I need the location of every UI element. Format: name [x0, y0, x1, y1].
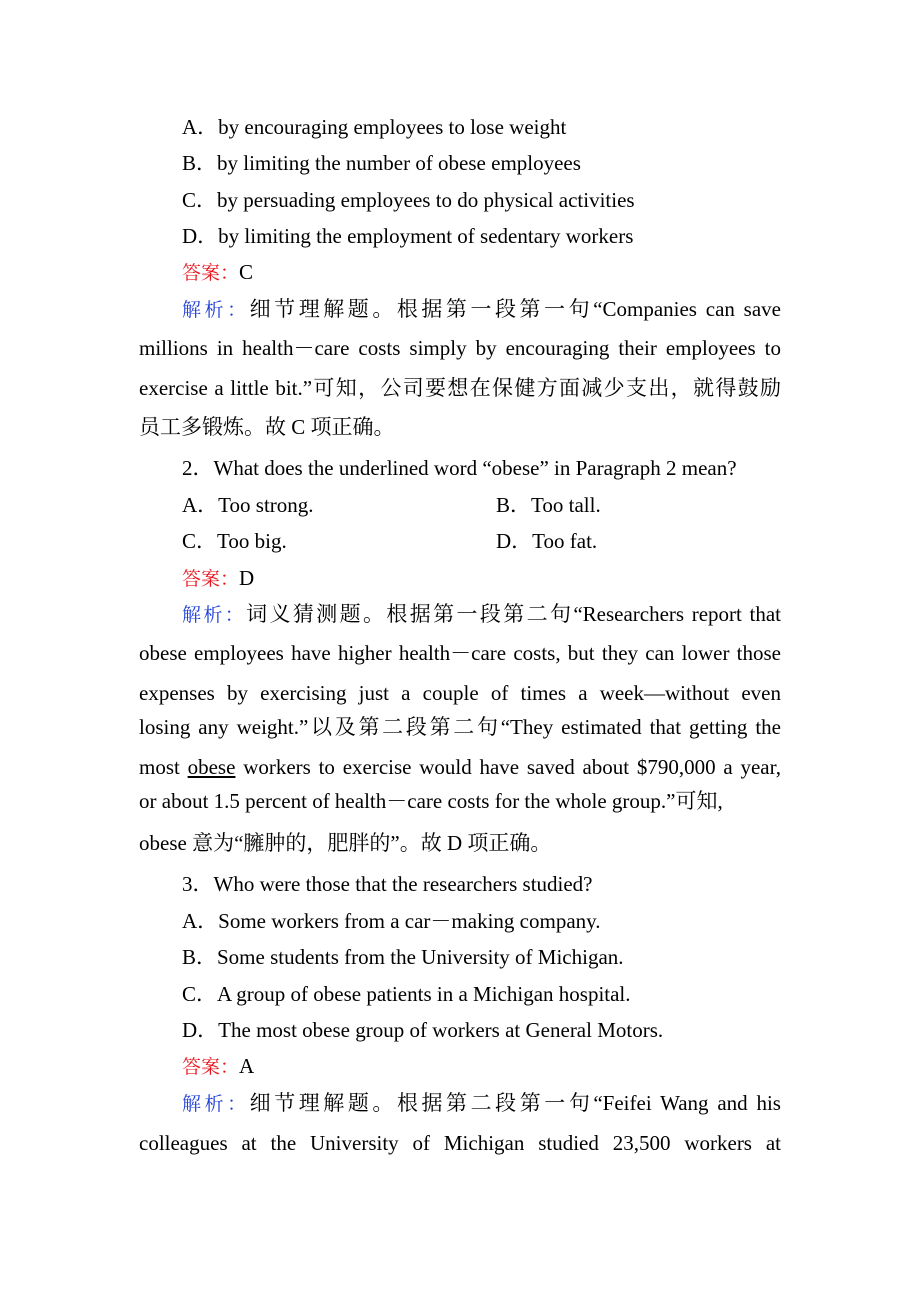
answer-label: 答案： [182, 568, 240, 590]
q1-analysis-line-1: 解析：细节理解题。根据第一段第一句“Companies can save [182, 297, 781, 321]
answer-value: D [239, 566, 255, 590]
q3-option-d: D．The most obese group of workers at General Motors. [182, 1018, 664, 1042]
q2-option-d: D．Too fat. [496, 529, 598, 553]
q2-option-c: C．Too big. [182, 529, 287, 553]
q1-option-c: C．by persuading employees to do physical activities [182, 188, 635, 212]
q1-analysis-line-4: 员工多锻炼。故 C 项正确。 [139, 415, 395, 439]
q2-analysis-line-7: obese 意为“臃肿的，肥胖的”。故 D 项正确。 [139, 831, 552, 855]
q3-question: 3．Who were those that the researchers studied? [182, 872, 593, 896]
q1-option-d: D．by limiting the employment of sedentary workers [182, 224, 634, 248]
q2-option-a: A．Too strong. [182, 493, 314, 517]
q2-option-b: B．Too tall. [496, 493, 601, 517]
q1-analysis-line-3: exercise a little bit.”可知，公司要想在保健方面减少支出，就得鼓励 [139, 376, 781, 400]
analysis-label: 解析： [182, 604, 247, 626]
answer-value: C [239, 260, 254, 284]
q3-option-b: B．Some students from the University of Michigan. [182, 945, 624, 969]
q2-answer [182, 565, 781, 592]
q3-answer [182, 1053, 781, 1080]
q2-analysis-line-4: losing any weight.”以及第二段第二句“They estimated that getting the [139, 715, 781, 739]
q3-analysis-line-2: colleagues at the University of Michigan studied 23,500 workers at [139, 1131, 781, 1155]
q2-analysis-line-5: most obese workers to exercise would have saved about $790,000 a year, [139, 755, 781, 779]
q2-question: 2．What does the underlined word “obese” in Paragraph 2 mean? [182, 456, 737, 480]
answer-label: 答案： [182, 1056, 240, 1078]
q1-answer [182, 259, 781, 286]
analysis-label: 解析： [182, 1093, 250, 1115]
q3-analysis-line-1: 解析：细节理解题。根据第二段第一句“Feifei Wang and his [182, 1091, 781, 1115]
q1-analysis-line-2: millions in health－care costs simply by encouraging their employees to [139, 336, 781, 360]
q1-option-b: B．by limiting the number of obese employees [182, 151, 581, 175]
q3-option-a: A．Some workers from a car－making company. [182, 909, 601, 933]
underlined-word: obese [187, 755, 236, 779]
answer-value: A [239, 1054, 255, 1078]
q2-analysis-line-3: expenses by exercising just a couple of times a week—without even [139, 681, 781, 705]
q2-options-row-1 [182, 492, 781, 518]
answer-label: 答案： [182, 262, 240, 284]
analysis-label: 解析： [182, 299, 250, 321]
q3-option-c: C．A group of obese patients in a Michigan hospital. [182, 982, 631, 1006]
q2-options-row-2 [182, 528, 781, 554]
q2-analysis-line-6: or about 1.5 percent of health－care costs for the whole group.”可知, [139, 789, 723, 813]
q2-analysis-line-1: 解析：词义猜测题。根据第一段第二句“Researchers report that [182, 602, 781, 626]
q1-option-a: A．by encouraging employees to lose weight [182, 115, 567, 139]
q2-analysis-line-2: obese employees have higher health－care costs, but they can lower those [139, 641, 781, 665]
